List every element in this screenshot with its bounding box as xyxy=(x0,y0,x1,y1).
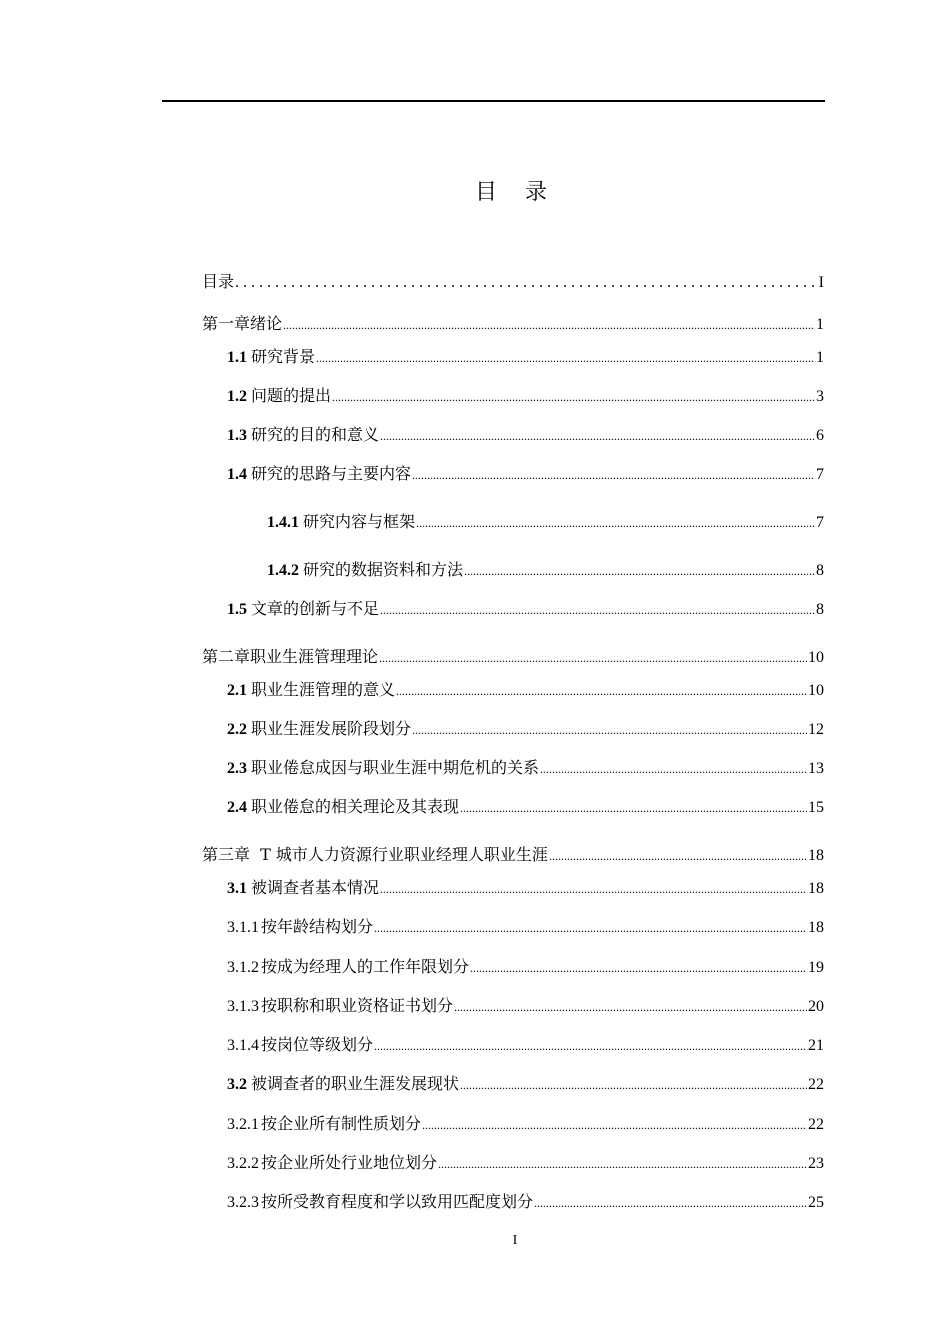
toc-leader-dots xyxy=(235,273,818,293)
toc-entry-number: 3.1 xyxy=(227,880,247,897)
toc-entry-label: 职业倦怠的相关理论及其表现 xyxy=(251,797,460,816)
toc-entry-chapter-2[interactable] xyxy=(202,647,824,668)
toc-entry-section[interactable] xyxy=(227,719,824,740)
toc-entry-number: 2.2 xyxy=(227,721,247,738)
toc-entry-subsection[interactable] xyxy=(227,1035,824,1056)
toc-entry-section[interactable] xyxy=(227,878,824,899)
toc-entry-subsection[interactable] xyxy=(267,512,824,533)
toc-entry-page: 7 xyxy=(816,466,824,483)
toc-entry-label: 研究内容与框架 xyxy=(303,512,416,531)
toc-leader-dots xyxy=(380,426,815,446)
toc-entry-section[interactable] xyxy=(227,599,824,620)
toc-leader-dots xyxy=(379,648,807,668)
toc-entry-label: 问题的提出 xyxy=(251,386,332,405)
title-char-1: 目 xyxy=(474,180,497,205)
toc-entry-page: 10 xyxy=(808,649,824,666)
toc-entry-number: 2.4 xyxy=(227,799,247,816)
toc-leader-dots xyxy=(332,387,815,407)
toc-entry-label: 目录 xyxy=(202,272,235,291)
toc-entry-page: 1 xyxy=(816,349,824,366)
toc-entry-number: 3.2 xyxy=(227,1076,247,1093)
toc-entry-number: 2.3 xyxy=(227,760,247,777)
toc-entry-number: 1.2 xyxy=(227,388,247,405)
toc-leader-dots xyxy=(460,798,807,818)
toc-entry-label: 职业生涯发展阶段划分 xyxy=(251,719,412,738)
toc-entry-chapter-1[interactable] xyxy=(202,314,824,335)
toc-entry-label: 被调查者的职业生涯发展现状 xyxy=(251,1074,460,1093)
toc-entry-subsection[interactable] xyxy=(267,560,824,581)
toc-entry-number: 3.1.3 xyxy=(227,998,259,1015)
toc-entry-subsection[interactable] xyxy=(227,996,824,1017)
toc-leader-dots xyxy=(396,681,807,701)
toc-leader-dots xyxy=(534,1193,807,1213)
toc-entry-number: 3.2.3 xyxy=(227,1194,259,1211)
toc-entry-label: 研究的目的和意义 xyxy=(251,425,380,444)
toc-entry-chapter-3[interactable] xyxy=(202,845,824,866)
toc-entry-label: 研究的数据资料和方法 xyxy=(303,560,464,579)
toc-leader-dots xyxy=(316,348,815,368)
toc-leader-dots xyxy=(412,465,815,485)
toc-entry-section[interactable] xyxy=(227,425,824,446)
toc-entry-number: 3.2.1 xyxy=(227,1116,259,1133)
toc-entry-label: 按成为经理人的工作年限划分 xyxy=(261,957,470,976)
header-rule xyxy=(162,100,825,102)
toc-leader-dots xyxy=(540,759,807,779)
toc-leader-dots xyxy=(412,720,807,740)
toc-entry-section[interactable] xyxy=(227,797,824,818)
toc-entry-page: 8 xyxy=(816,601,824,618)
toc-entry-page: 22 xyxy=(808,1116,824,1133)
toc-entry-label: 按岗位等级划分 xyxy=(261,1035,374,1054)
toc-entry-section[interactable] xyxy=(227,464,824,485)
toc-leader-dots xyxy=(374,918,807,938)
toc-leader-dots xyxy=(422,1115,807,1135)
toc-entry-page: 15 xyxy=(808,799,824,816)
toc-entry-number: 1.5 xyxy=(227,601,247,618)
toc-entry-label: 研究背景 xyxy=(251,347,316,366)
toc-entry-label: 第二章职业生涯管理理论 xyxy=(202,647,379,666)
toc-entry-section[interactable] xyxy=(227,758,824,779)
toc-leader-dots xyxy=(460,1075,807,1095)
toc-entry-label: 研究的思路与主要内容 xyxy=(251,464,412,483)
toc-entry-page: 25 xyxy=(808,1194,824,1211)
toc-entry-number: 2.1 xyxy=(227,682,247,699)
toc-leader-dots xyxy=(454,997,807,1017)
footer-page-number: I xyxy=(512,1233,518,1248)
toc-entry-page: 18 xyxy=(808,880,824,897)
toc-entry-page: 1 xyxy=(816,316,824,333)
toc-entry-subsection[interactable] xyxy=(227,1153,824,1174)
toc-entry-number: 1.4 xyxy=(227,466,247,483)
toc-leader-dots xyxy=(374,1036,807,1056)
toc-entry-page: 3 xyxy=(816,388,824,405)
toc-entry-label: 第三章 T 城市人力资源行业职业经理人职业生涯 xyxy=(202,845,548,864)
toc-entry-page: 6 xyxy=(816,427,824,444)
toc-entry-subsection[interactable] xyxy=(227,917,824,938)
toc-leader-dots xyxy=(549,846,807,866)
toc-entry-number: 3.1.4 xyxy=(227,1037,259,1054)
toc-entry-page: 7 xyxy=(816,514,824,531)
toc-entry-page: 12 xyxy=(808,721,824,738)
toc-entry-subsection[interactable] xyxy=(227,1114,824,1135)
toc-entry-page: 13 xyxy=(808,760,824,777)
toc-entry-page: I xyxy=(818,274,824,291)
toc-entry-subsection[interactable] xyxy=(227,1192,824,1213)
toc-leader-dots xyxy=(470,958,807,978)
toc-entry-label: 被调查者基本情况 xyxy=(251,878,380,897)
toc-entry-page: 22 xyxy=(808,1076,824,1093)
toc-entry-page: 18 xyxy=(808,919,824,936)
toc-leader-dots xyxy=(380,600,815,620)
toc-entry-label: 按职称和职业资格证书划分 xyxy=(261,996,454,1015)
toc-entry-number: 3.1.2 xyxy=(227,959,259,976)
toc-leader-dots xyxy=(283,315,815,335)
toc-entry-section[interactable] xyxy=(227,347,824,368)
toc-leader-dots xyxy=(380,879,807,899)
toc-entry-page: 21 xyxy=(808,1037,824,1054)
toc-entry-label: 按年龄结构划分 xyxy=(261,917,374,936)
toc-entry-label: 职业倦怠成因与职业生涯中期危机的关系 xyxy=(251,758,540,777)
toc-entry-label: 第一章绪论 xyxy=(202,314,283,333)
page-title xyxy=(36,175,950,206)
toc-entry-number: 3.1.1 xyxy=(227,919,259,936)
toc-entry-label: 按企业所处行业地位划分 xyxy=(261,1153,438,1172)
toc-entry-label: 文章的创新与不足 xyxy=(251,599,380,618)
toc-entry-subsection[interactable] xyxy=(227,957,824,978)
title-char-2: 录 xyxy=(525,180,548,205)
toc-leader-dots xyxy=(416,513,815,533)
toc-leader-dots xyxy=(438,1154,807,1174)
toc-entry-section[interactable] xyxy=(227,1074,824,1095)
toc-entry-number: 1.1 xyxy=(227,349,247,366)
toc-entry-number: 1.4.1 xyxy=(267,514,299,531)
toc-entry-page: 18 xyxy=(808,847,824,864)
toc-entry-label: 职业生涯管理的意义 xyxy=(251,680,396,699)
toc-entry-number: 1.3 xyxy=(227,427,247,444)
toc-entry-label: 按企业所有制性质划分 xyxy=(261,1114,422,1133)
toc-entry-contents[interactable] xyxy=(202,272,824,293)
toc-entry-number: 1.4.2 xyxy=(267,562,299,579)
toc-entry-section[interactable] xyxy=(227,680,824,701)
toc-entry-page: 8 xyxy=(816,562,824,579)
toc-entry-page: 19 xyxy=(808,959,824,976)
toc-entry-page: 23 xyxy=(808,1155,824,1172)
toc-leader-dots xyxy=(464,561,815,581)
toc-entry-page: 10 xyxy=(808,682,824,699)
toc-entry-page: 20 xyxy=(808,998,824,1015)
toc-entry-label: 按所受教育程度和学以致用匹配度划分 xyxy=(261,1192,534,1211)
toc-entry-section[interactable] xyxy=(227,386,824,407)
toc-entry-number: 3.2.2 xyxy=(227,1155,259,1172)
